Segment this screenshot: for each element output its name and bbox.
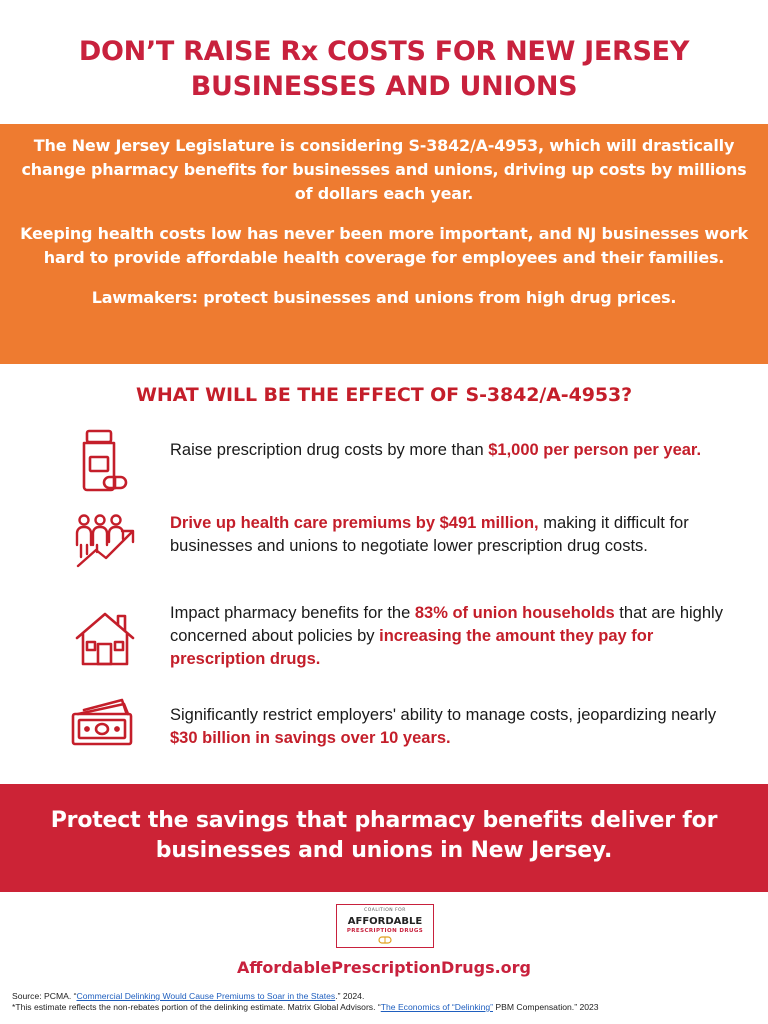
logo-sub-text: PRESCRIPTION DRUGS — [346, 928, 424, 934]
effect-item-2-text — [170, 512, 730, 558]
site-url-link[interactable]: AffordablePrescriptionDrugs.org — [236, 958, 532, 977]
effect-item-2-post: making it difficult for businesses and unions to negotiate lower prescription drug costs. — [170, 514, 689, 555]
effect-item-3-text — [170, 602, 730, 671]
intro-panel — [0, 124, 768, 364]
effect-item-3-highlight-1: 83% of union households — [414, 604, 615, 622]
effect-heading: WHAT WILL BE THE EFFECT OF S-3842/A-4953? — [135, 384, 632, 406]
pill-bottle-icon — [78, 429, 150, 497]
effect-item-4-text — [170, 704, 730, 750]
intro-paragraph-2: Keeping health costs low has never been more important, and NJ businesses work hard to provide affordable health coverage for employees and their families. — [20, 224, 748, 267]
money-bills-icon — [70, 696, 142, 752]
intro-paragraph-1: The New Jersey Legislature is considering S-3842/A-4953, which will drastically change pharmacy benefits for businesses and unions, driving up costs by millions of dollars each year. — [21, 136, 747, 203]
effect-item-1-highlight: $1,000 per person per year. — [488, 441, 702, 459]
effect-item-4-pre: Significantly restrict employers' ability to manage costs, jeopardizing nearly — [170, 706, 717, 724]
effect-item-4-highlight: $30 billion in savings over 10 years. — [170, 729, 451, 747]
source-2-pre: *This estimate reflects the non-rebates portion of the delinking estimate. Matrix Global Advisors. “ — [12, 1002, 381, 1012]
title-line-2: BUSINESSES AND UNIONS — [190, 71, 578, 102]
title-line-1: DON’T RAISE Rx COSTS FOR NEW JERSEY — [78, 36, 690, 67]
source-1-pre: Source: PCMA. “ — [12, 991, 77, 1001]
sources-footnote — [12, 991, 762, 1013]
closing-banner — [0, 784, 768, 892]
page-title — [0, 34, 768, 104]
effect-item-1-text — [170, 439, 730, 462]
effect-item-3-highlight-2: increasing the amount they pay for prescription drugs. — [170, 627, 654, 668]
effect-item-1-pre: Raise prescription drug costs by more than — [170, 441, 489, 459]
source-1-link[interactable]: Commercial Delinking Would Cause Premiums to Soar in the States — [76, 991, 336, 1001]
source-2-post: PBM Compensation.” 2023 — [493, 1002, 599, 1012]
effect-item-2-highlight: Drive up health care premiums by $491 million, — [170, 514, 539, 532]
effect-item-3-mid: that are highly concerned about policies by — [170, 604, 723, 645]
people-rising-arrow-icon — [72, 512, 144, 574]
intro-paragraph-3: Lawmakers: protect businesses and unions from high drug prices. — [91, 288, 677, 307]
closing-text: Protect the savings that pharmacy benefits deliver for businesses and unions in New Jersey. — [50, 808, 718, 863]
source-line-1 — [12, 991, 762, 1002]
logo-main-text: AFFORDABLE — [347, 916, 423, 927]
pill-logo-icon — [378, 936, 392, 944]
source-2-link[interactable]: The Economics of “Delinking” — [380, 1002, 493, 1012]
source-line-2 — [12, 1002, 762, 1013]
source-1-post: .” 2024. — [335, 991, 365, 1001]
logo-small-text: COALITION FOR — [364, 908, 406, 913]
house-icon — [74, 610, 146, 672]
coalition-logo — [336, 904, 434, 948]
effect-item-3-pre: Impact pharmacy benefits for the — [170, 604, 415, 622]
